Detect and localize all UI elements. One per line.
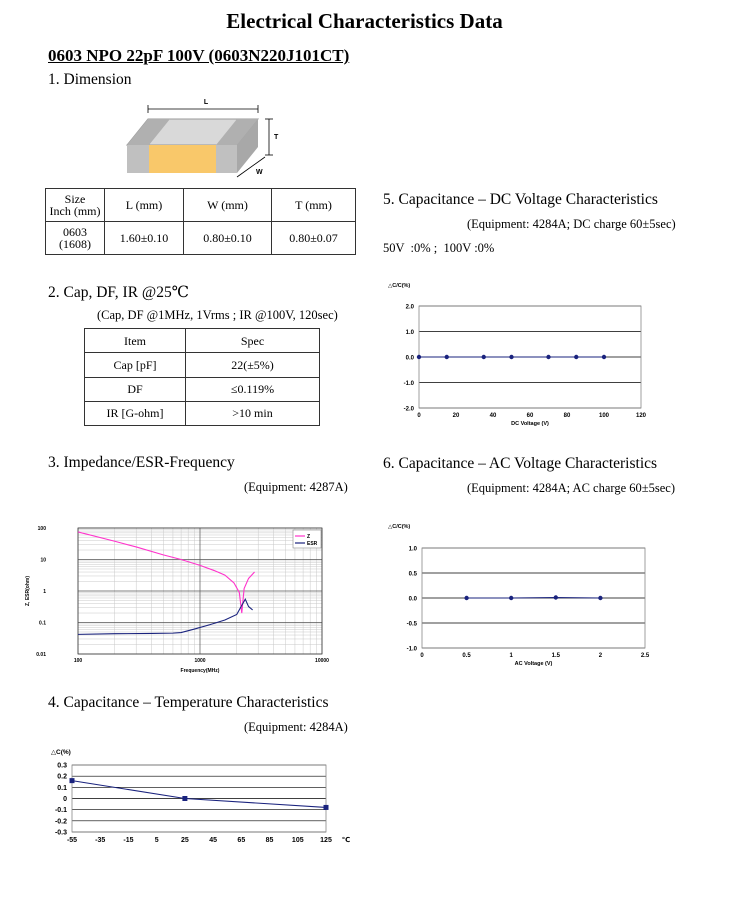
y-axis-label: △C(%): [51, 749, 71, 756]
y-tick-label: 0: [63, 796, 67, 803]
dimension-cell-size: 0603 (1608): [46, 222, 105, 255]
section-dimension-heading: 1. Dimension: [48, 71, 132, 88]
impedance-equipment: (Equipment: 4287A): [244, 480, 348, 494]
y-tick-label: -1.0: [406, 646, 417, 653]
y-tick-label: -0.1: [54, 807, 67, 815]
x-tick-label: 0.5: [462, 653, 471, 659]
data-point: [602, 355, 606, 359]
cap-spec-table: [84, 328, 320, 426]
cap-row-df-spec: ≤0.119%: [186, 377, 320, 401]
data-point: [598, 596, 602, 600]
y-tick-label: 0.2: [57, 773, 67, 781]
x-tick-label: 0: [417, 413, 421, 419]
x-tick-label: 10000: [315, 658, 329, 664]
y-tick-label: 1.0: [405, 330, 414, 336]
data-point: [482, 355, 486, 359]
dc-voltage-note: 50V :0% ; 100V :0%: [383, 241, 495, 255]
x-tick-label: 25: [180, 837, 189, 844]
y-tick-label: -1.0: [403, 381, 414, 387]
series-line: [72, 781, 326, 808]
data-point: [182, 796, 187, 801]
cap-row-df-item: DF: [85, 377, 186, 401]
x-tick-label: 0: [420, 653, 424, 659]
data-point: [70, 778, 75, 783]
thickness-label: T: [274, 134, 279, 141]
dimension-header-size: Size Inch (mm): [46, 189, 105, 222]
x-axis-label: Frequency(MHz): [180, 668, 220, 674]
x-tick-label: 100: [598, 413, 610, 419]
dimension-header-t: T (mm): [272, 189, 356, 222]
data-point: [445, 355, 449, 359]
ac-voltage-chart: [380, 518, 665, 680]
x-unit-label: ℃: [341, 837, 351, 844]
x-tick-label: 105: [291, 837, 304, 844]
y-tick-label: -2.0: [403, 406, 414, 413]
x-tick-label: -55: [66, 837, 78, 844]
cap-conditions: (Cap, DF @1MHz, 1Vrms ; IR @100V, 120sec): [97, 308, 338, 322]
cap-row-ir-spec: >10 min: [186, 401, 320, 425]
x-tick-label: 45: [209, 837, 218, 844]
legend-label: ESR: [307, 541, 318, 547]
x-tick-label: 120: [635, 413, 647, 419]
x-tick-label: 20: [452, 413, 460, 419]
x-tick-label: 1: [509, 653, 513, 659]
x-axis-label: AC Voltage (V): [514, 661, 553, 667]
y-axis-label: △C/C(%): [388, 524, 411, 530]
section-temperature-heading: 4. Capacitance – Temperature Characteristics: [48, 694, 329, 711]
y-tick-label: 0.1: [39, 620, 46, 627]
chip-left-termination: [127, 145, 149, 173]
section-ac-voltage-heading: 6. Capacitance – AC Voltage Characteristics: [383, 455, 658, 472]
y-tick-label: 1.0: [408, 546, 417, 553]
data-point: [509, 355, 513, 359]
x-tick-label: 1.5: [551, 653, 560, 659]
cap-header-item: Item: [85, 329, 186, 353]
x-tick-label: 65: [237, 837, 246, 844]
data-point: [554, 595, 558, 599]
series-line-esr: [78, 599, 253, 634]
dimension-cell-l: 1.60±0.10: [105, 222, 184, 255]
dc-voltage-equipment: (Equipment: 4284A; DC charge 60±5sec): [467, 217, 676, 231]
section-dc-voltage-heading: 5. Capacitance – DC Voltage Characteristics: [383, 191, 658, 208]
data-point: [464, 596, 468, 600]
x-tick-label: -15: [123, 837, 134, 844]
width-label: W: [256, 169, 263, 176]
part-number: 0603 NPO 22pF 100V (0603N220J101CT): [48, 46, 350, 65]
x-tick-label: 2.5: [640, 653, 650, 659]
page-title: Electrical Characteristics Data: [226, 9, 503, 33]
data-point: [417, 355, 421, 359]
x-tick-label: 100: [73, 658, 83, 664]
y-tick-label: 10: [40, 557, 46, 564]
x-tick-label: 40: [489, 413, 497, 419]
cap-row-ir-item: IR [G-ohm]: [85, 401, 186, 425]
x-axis-label: DC Voltage (V): [511, 421, 549, 427]
y-tick-label: 0.0: [408, 596, 417, 603]
data-point: [324, 805, 329, 810]
cap-row-cap-item: Cap [pF]: [85, 353, 186, 377]
legend-label: Z: [307, 534, 311, 540]
section-cap-heading: 2. Cap, DF, IR @25℃: [48, 284, 190, 301]
y-tick-label: 0.5: [408, 571, 417, 578]
dimension-cell-w: 0.80±0.10: [184, 222, 272, 255]
dimension-header-w: W (mm): [184, 189, 272, 222]
dimension-header-l: L (mm): [105, 189, 184, 222]
x-tick-label: 85: [265, 837, 274, 844]
y-tick-label: -0.2: [54, 818, 67, 826]
chip-right-termination: [216, 145, 237, 173]
x-tick-label: 125: [320, 837, 332, 844]
x-tick-label: 2: [598, 653, 603, 659]
x-tick-label: 5: [154, 837, 159, 844]
x-tick-label: 80: [563, 413, 571, 419]
series-line-z: [78, 532, 255, 613]
y-tick-label: -0.5: [406, 621, 417, 628]
y-tick-label: 0.1: [57, 784, 67, 792]
y-tick-label: 2.0: [405, 304, 414, 311]
ac-voltage-equipment: (Equipment: 4284A; AC charge 60±5sec): [467, 481, 675, 495]
cap-header-spec: Spec: [186, 329, 320, 353]
dimension-table: [45, 188, 356, 255]
x-tick-label: 60: [526, 413, 534, 419]
impedance-chart: [20, 518, 340, 683]
data-point: [574, 355, 578, 359]
x-tick-label: 1000: [194, 658, 206, 664]
y-axis-label: Z, ESR(ohm): [25, 576, 31, 606]
data-point: [546, 355, 550, 359]
y-tick-label: 0.01: [36, 652, 46, 658]
y-tick-label: 0.0: [405, 355, 414, 362]
y-axis-label: △C/C(%): [388, 283, 411, 289]
chip-diagram: [120, 95, 290, 180]
series-line: [467, 598, 601, 599]
length-label: L: [203, 99, 209, 106]
temperature-chart: [25, 742, 365, 856]
y-tick-label: 1: [43, 589, 46, 595]
y-tick-label: 0.3: [57, 762, 67, 770]
data-point: [509, 596, 513, 600]
temperature-equipment: (Equipment: 4284A): [244, 720, 348, 734]
y-tick-label: -0.3: [54, 829, 67, 837]
cap-row-cap-spec: 22(±5%): [186, 353, 320, 377]
section-impedance-heading: 3. Impedance/ESR-Frequency: [48, 454, 235, 471]
dc-voltage-chart: [380, 278, 660, 438]
x-tick-label: -35: [95, 837, 106, 844]
dimension-cell-t: 0.80±0.07: [272, 222, 356, 255]
y-tick-label: 100: [37, 526, 46, 532]
